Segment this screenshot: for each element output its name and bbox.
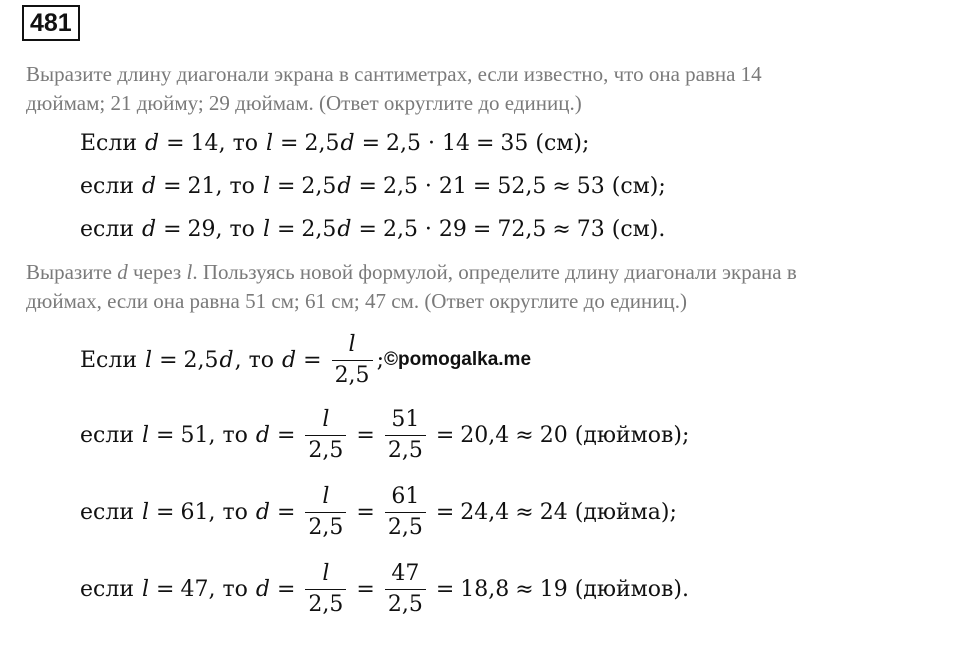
numerator: l	[322, 560, 330, 586]
task1-line1: Выразите длину диагонали экрана в сантиметрах, если известно, что она равна 14	[26, 62, 762, 86]
result: 20 (дюймов);	[539, 422, 690, 448]
numerator: 51	[391, 406, 420, 432]
task2-variable: d	[117, 260, 128, 284]
solution1-row: если d = 29 , то l = 2,5 d = 2,5 · 29 = 72,5 ≈ 73 (см).	[80, 216, 666, 242]
solution2-row: если l = 61 , то d = $\frac{l}{2,5}$ = $\frac{61}{2,5}$ = 24,4 ≈ 24 (дюйма);	[80, 483, 677, 540]
lead-word: Если	[80, 347, 138, 373]
variable: d	[141, 173, 157, 199]
solution2-row: если l = 47 , то d = $\frac{l}{2,5}$ = $\frac{47}{2,5}$ = 18,8 ≈ 19 (дюймов).	[80, 560, 689, 617]
denominator: 2,5	[385, 589, 426, 618]
fraction	[305, 484, 346, 541]
watermark: ©pomogalka.me	[383, 349, 532, 370]
word-to: то	[222, 422, 248, 448]
solution1-row: если d = 21 , то l = 2,5 d = 2,5 · 21 = 52,5 ≈ 53 (см);	[80, 173, 666, 199]
numerator: l	[322, 483, 330, 509]
variable: d	[145, 130, 160, 156]
task2-text: Выразите	[26, 260, 118, 284]
numerator: 47	[391, 560, 420, 586]
fraction	[305, 561, 346, 618]
coefficient: 2,5	[304, 130, 340, 156]
word-to: то	[232, 130, 258, 156]
numerator: l	[348, 331, 356, 357]
calculation: 2,5 · 21	[382, 173, 467, 199]
word-to: то	[229, 173, 255, 199]
solution2-row: если l = 51 , то d = $\frac{l}{2,5}$ = $\frac{51}{2,5}$ = 20,4 ≈ 20 (дюймов);	[80, 406, 690, 463]
exact-value: 20,4	[460, 422, 510, 448]
variable: d	[337, 216, 352, 242]
lead-word: Если	[80, 130, 138, 156]
variable: l	[141, 499, 150, 525]
coefficient: 2,5	[183, 347, 219, 373]
calculation: 2,5 · 29	[382, 216, 467, 242]
task2-line1	[26, 258, 797, 286]
word-to: то	[222, 499, 248, 525]
coefficient: 2,5	[301, 216, 337, 242]
lead-word: если	[80, 422, 134, 448]
variable: l	[141, 422, 150, 448]
task2-text: . Пользуясь новой формулой, определите длину диагонали экрана в	[192, 260, 797, 284]
exact-value: 52,5	[497, 173, 547, 199]
value: 61	[180, 499, 209, 525]
fraction	[332, 332, 373, 389]
task1-line2: дюймам; 21 дюйму; 29 дюймам. (Ответ округлите до единиц.)	[26, 91, 582, 115]
denominator: 2,5	[305, 589, 346, 618]
numerator: l	[322, 406, 330, 432]
variable: d	[282, 347, 297, 373]
variable: l	[141, 576, 150, 602]
value: 29	[187, 216, 216, 242]
variable: d	[337, 173, 352, 199]
lead-word: если	[80, 499, 134, 525]
result: 35 (см);	[500, 130, 590, 156]
variable: d	[340, 130, 355, 156]
variable: d	[255, 499, 270, 525]
coefficient: 2,5	[301, 173, 337, 199]
exact-value: 18,8	[460, 576, 510, 602]
value: 51	[180, 422, 209, 448]
calculation: 2,5 · 14	[386, 130, 470, 156]
value: 21	[187, 173, 216, 199]
numerator: 61	[391, 483, 420, 509]
variable: d	[219, 347, 234, 373]
fraction	[385, 407, 426, 464]
lead-word: если	[80, 576, 134, 602]
problem-number: 481	[22, 5, 80, 41]
denominator: 2,5	[332, 360, 373, 389]
task2-text: через	[127, 260, 187, 284]
word-to: то	[229, 216, 255, 242]
value: 47	[180, 576, 209, 602]
result: 53 (см);	[576, 173, 666, 199]
semicolon: ;	[376, 347, 384, 373]
variable: l	[262, 216, 270, 242]
exact-value: 72,5	[497, 216, 547, 242]
variable: d	[141, 216, 157, 242]
solution1-row: Если d = 14 , то l = 2,5 d = 2,5 · 14 = 35 (см);	[80, 130, 590, 156]
variable: d	[255, 422, 270, 448]
exact-value: 24,4	[460, 499, 510, 525]
result: 19 (дюймов).	[539, 576, 689, 602]
lead-word: если	[80, 216, 134, 242]
variable: l	[145, 347, 153, 373]
formula-row: Если l = 2,5 d , то d = $\frac{l}{2,5}$ ; ©pomogalka.me	[80, 331, 532, 388]
lead-word: если	[80, 173, 134, 199]
result: 24 (дюйма);	[539, 499, 677, 525]
fraction	[385, 561, 426, 618]
denominator: 2,5	[305, 512, 346, 541]
fraction	[305, 407, 346, 464]
variable: l	[262, 173, 270, 199]
denominator: 2,5	[385, 435, 426, 464]
fraction	[385, 484, 426, 541]
result: 73 (см).	[576, 216, 666, 242]
word-to: то	[222, 576, 248, 602]
word-to: то	[248, 347, 275, 373]
denominator: 2,5	[385, 512, 426, 541]
value: 14	[190, 130, 219, 156]
task2-variable: l	[186, 260, 193, 284]
denominator: 2,5	[305, 435, 346, 464]
variable: l	[265, 130, 274, 156]
task2-line2: дюймах, если она равна 51 см; 61 см; 47 см. (Ответ округлите до единиц.)	[26, 289, 687, 313]
variable: d	[255, 576, 270, 602]
